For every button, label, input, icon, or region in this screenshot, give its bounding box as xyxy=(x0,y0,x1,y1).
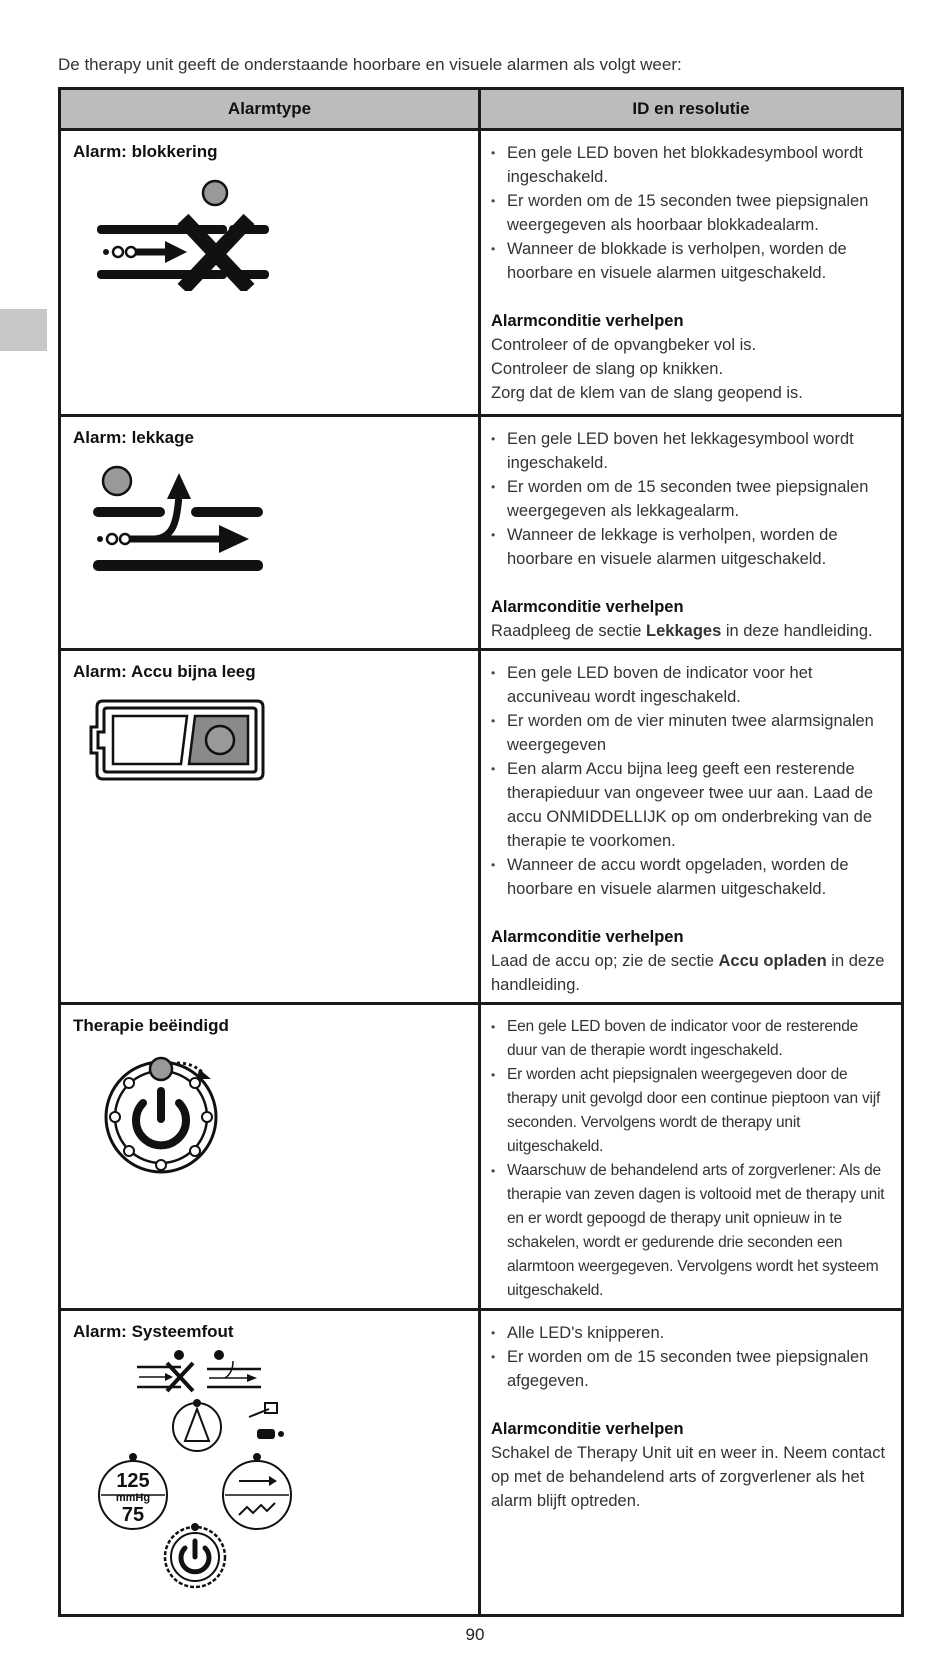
system-fault-icon xyxy=(73,1345,293,1590)
fix-line: Controleer de slang op knikken. xyxy=(491,360,724,378)
plug-icon xyxy=(249,1403,284,1439)
chapter-tab xyxy=(0,309,47,351)
section-reference: Accu opladen xyxy=(718,952,827,970)
table-row xyxy=(60,650,903,1004)
leak-alarm-icon xyxy=(73,457,273,577)
fix-text-post: in deze handleiding. xyxy=(491,952,885,994)
fix-heading: Alarmconditie verhelpen xyxy=(491,1420,684,1438)
alarm-type-title: Alarm: blokkering xyxy=(73,142,218,161)
alarm-type-cell xyxy=(60,130,480,416)
blockage-mini-icon xyxy=(137,1350,193,1391)
alarm-table xyxy=(58,87,904,1617)
list-item: • Een gele LED boven de indicator voor het accuniveau wordt ingeschakeld. xyxy=(491,661,891,709)
alarm-type-cell xyxy=(60,416,480,650)
table-row xyxy=(60,1310,903,1616)
resolution-cell xyxy=(480,130,903,416)
resolution-cell xyxy=(480,1004,903,1310)
fix-text xyxy=(491,619,891,643)
fix-text-pre: Laad de accu op; zie de sectie xyxy=(491,952,719,970)
pressure-icon xyxy=(99,1453,167,1529)
fix-heading: Alarmconditie verhelpen xyxy=(491,598,684,616)
flash-icon xyxy=(173,1399,221,1451)
header-id-resolution: ID en resolutie xyxy=(480,89,903,130)
intro-text: De therapy unit geeft de onderstaande hoorbare en visuele alarmen als volgt weer: xyxy=(58,55,682,74)
list-item: • Een gele LED boven de indicator voor de resterende duur van de therapie wordt ingeschakeld. xyxy=(491,1015,891,1063)
list-item: • Een alarm Accu bijna leeg geeft een resterende therapieduur van ongeveer twee uur aan. Laad de accu ONMIDDELLIJK op om onderbreking van de therapie te voorkomen. xyxy=(491,757,891,853)
table-header-row xyxy=(60,89,903,130)
alarm-type-cell xyxy=(60,1004,480,1310)
low-battery-icon xyxy=(73,691,273,791)
fix-line: Controleer of de opvangbeker vol is. xyxy=(491,336,757,354)
list-item: • Alle LED's knipperen. xyxy=(491,1321,891,1345)
leak-mini-icon xyxy=(207,1350,261,1387)
list-item: • Waarschuw de behandelend arts of zorgverlener: Als de therapie van zeven dagen is voltooid met de therapy unit en er wordt gepoogd de therapy unit opnieuw in te schakelen, wordt er gedurende drie seconden een alarmtoon weergegeven. Vervolgens wordt het systeem uitgeschakeld. xyxy=(491,1159,891,1303)
resolution-cell xyxy=(480,1310,903,1616)
table-row xyxy=(60,416,903,650)
page-number: 90 xyxy=(465,1625,485,1644)
list-item: • Wanneer de lekkage is verholpen, worden de hoorbare en visuele alarmen uitgeschakeld. xyxy=(491,523,891,571)
power-mini-icon xyxy=(165,1523,225,1587)
bullet-list xyxy=(491,661,891,901)
therapy-mode-icon xyxy=(223,1453,291,1529)
fix-text-post: in deze handleiding. xyxy=(721,622,873,640)
list-item: • Er worden acht piepsignalen weergegeven door de therapy unit gevolgd door een continue pieptoon van vijf seconden. Vervolgens wordt de therapy unit uitgeschakeld. xyxy=(491,1063,891,1159)
bullet-list xyxy=(491,1015,891,1303)
fix-heading: Alarmconditie verhelpen xyxy=(491,312,684,330)
table-row xyxy=(60,130,903,416)
bullet-list xyxy=(491,141,891,285)
fix-text: Schakel de Therapy Unit uit en weer in. Neem contact op met de behandelend arts of zorgverlener als het alarm blijft optreden. xyxy=(491,1444,886,1510)
list-item: • Wanneer de accu wordt opgeladen, worden de hoorbare en visuele alarmen uitgeschakeld. xyxy=(491,853,891,901)
table-row xyxy=(60,1004,903,1310)
alarm-type-title: Alarm: Accu bijna leeg xyxy=(73,662,256,681)
blockage-alarm-icon xyxy=(73,171,273,291)
pressure-unit: mmHg xyxy=(115,1492,151,1504)
therapy-complete-power-icon xyxy=(73,1045,273,1180)
alarm-type-title: Alarm: Systeemfout xyxy=(73,1322,234,1341)
list-item: • Een gele LED boven het lekkagesymbool wordt ingeschakeld. xyxy=(491,427,891,475)
section-reference: Lekkages xyxy=(646,622,722,640)
fix-text-pre: Raadpleeg de sectie xyxy=(491,622,647,640)
pressure-high-value: 125 xyxy=(116,1470,150,1492)
list-item: • Een gele LED boven het blokkadesymbool wordt ingeschakeld. xyxy=(491,141,891,189)
fix-text xyxy=(491,949,891,997)
fix-line: Zorg dat de klem van de slang geopend is. xyxy=(491,384,803,402)
alarm-type-cell xyxy=(60,1310,480,1616)
alarm-type-cell xyxy=(60,650,480,1004)
header-alarm-type: Alarmtype xyxy=(60,89,480,130)
resolution-cell xyxy=(480,650,903,1004)
alarm-type-title: Alarm: lekkage xyxy=(73,428,194,447)
resolution-cell xyxy=(480,416,903,650)
list-item: • Er worden om de vier minuten twee alarmsignalen weergegeven xyxy=(491,709,891,757)
alarm-type-title: Therapie beëindigd xyxy=(73,1016,229,1035)
list-item: • Wanneer de blokkade is verholpen, worden de hoorbare en visuele alarmen uitgeschakeld. xyxy=(491,237,891,285)
list-item: • Er worden om de 15 seconden twee piepsignalen afgegeven. xyxy=(491,1345,891,1393)
list-item: • Er worden om de 15 seconden twee piepsignalen weergegeven als lekkagealarm. xyxy=(491,475,891,523)
list-item: • Er worden om de 15 seconden twee piepsignalen weergegeven als hoorbaar blokkadealarm. xyxy=(491,189,891,237)
bullet-list xyxy=(491,1321,891,1393)
pressure-low-value: 75 xyxy=(121,1504,145,1526)
fix-heading: Alarmconditie verhelpen xyxy=(491,928,684,946)
bullet-list xyxy=(491,427,891,571)
